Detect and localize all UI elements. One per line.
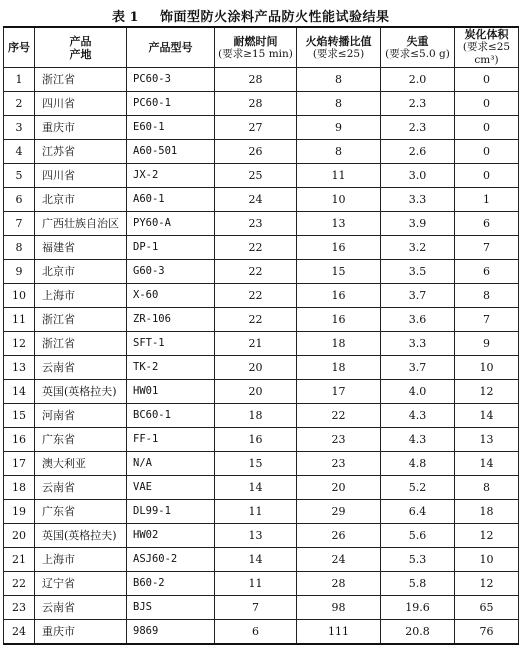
cell-mass-loss: 3.2 bbox=[381, 236, 455, 260]
cell-burn-time: 27 bbox=[215, 116, 297, 140]
cell-no: 6 bbox=[4, 188, 35, 212]
cell-flame-ratio: 98 bbox=[297, 596, 381, 620]
header-burn-time bbox=[215, 27, 297, 68]
cell-place: 四川省 bbox=[35, 164, 127, 188]
cell-flame-ratio: 8 bbox=[297, 92, 381, 116]
cell-burn-time: 22 bbox=[215, 308, 297, 332]
header-char-volume bbox=[455, 27, 519, 68]
table-row bbox=[4, 116, 519, 140]
cell-burn-time: 22 bbox=[215, 260, 297, 284]
cell-model: VAE bbox=[127, 476, 215, 500]
cell-no: 8 bbox=[4, 236, 35, 260]
cell-mass-loss: 4.3 bbox=[381, 404, 455, 428]
cell-flame-ratio: 20 bbox=[297, 476, 381, 500]
table-row bbox=[4, 164, 519, 188]
header-burn-time-label: 耐燃时间 bbox=[233, 34, 278, 48]
table-row bbox=[4, 380, 519, 404]
cell-burn-time: 22 bbox=[215, 284, 297, 308]
cell-place: 浙江省 bbox=[35, 332, 127, 356]
cell-place: 上海市 bbox=[35, 284, 127, 308]
cell-flame-ratio: 28 bbox=[297, 572, 381, 596]
cell-flame-ratio: 17 bbox=[297, 380, 381, 404]
cell-mass-loss: 3.7 bbox=[381, 356, 455, 380]
cell-model: PY60-A bbox=[127, 212, 215, 236]
cell-no: 11 bbox=[4, 308, 35, 332]
cell-place: 江苏省 bbox=[35, 140, 127, 164]
cell-char-volume: 0 bbox=[455, 140, 519, 164]
cell-mass-loss: 3.0 bbox=[381, 164, 455, 188]
cell-place: 云南省 bbox=[35, 476, 127, 500]
table-number: 表 1 bbox=[112, 10, 139, 25]
cell-place: 广东省 bbox=[35, 500, 127, 524]
cell-model: BJS bbox=[127, 596, 215, 620]
cell-no: 2 bbox=[4, 92, 35, 116]
cell-model: PC60-3 bbox=[127, 68, 215, 92]
table-row bbox=[4, 260, 519, 284]
table-title: 饰面型防火涂料产品防火性能试验结果 bbox=[160, 10, 390, 25]
cell-model: HW02 bbox=[127, 524, 215, 548]
cell-model: FF-1 bbox=[127, 428, 215, 452]
cell-mass-loss: 3.9 bbox=[381, 212, 455, 236]
cell-mass-loss: 6.4 bbox=[381, 500, 455, 524]
fire-test-results-table bbox=[3, 26, 519, 645]
cell-char-volume: 12 bbox=[455, 380, 519, 404]
table-row bbox=[4, 284, 519, 308]
table-row bbox=[4, 308, 519, 332]
cell-model: JX-2 bbox=[127, 164, 215, 188]
cell-char-volume: 0 bbox=[455, 164, 519, 188]
cell-burn-time: 11 bbox=[215, 500, 297, 524]
cell-char-volume: 13 bbox=[455, 428, 519, 452]
cell-burn-time: 15 bbox=[215, 452, 297, 476]
cell-place: 云南省 bbox=[35, 356, 127, 380]
cell-mass-loss: 5.6 bbox=[381, 524, 455, 548]
cell-flame-ratio: 24 bbox=[297, 548, 381, 572]
cell-no: 5 bbox=[4, 164, 35, 188]
cell-no: 23 bbox=[4, 596, 35, 620]
cell-char-volume: 14 bbox=[455, 452, 519, 476]
cell-no: 7 bbox=[4, 212, 35, 236]
cell-mass-loss: 5.2 bbox=[381, 476, 455, 500]
cell-flame-ratio: 10 bbox=[297, 188, 381, 212]
cell-flame-ratio: 26 bbox=[297, 524, 381, 548]
cell-flame-ratio: 111 bbox=[297, 620, 381, 645]
cell-burn-time: 18 bbox=[215, 404, 297, 428]
header-place-line2: 产地 bbox=[69, 47, 92, 61]
cell-char-volume: 12 bbox=[455, 572, 519, 596]
cell-mass-loss: 20.8 bbox=[381, 620, 455, 645]
cell-char-volume: 6 bbox=[455, 260, 519, 284]
cell-model: N/A bbox=[127, 452, 215, 476]
cell-model: 9869 bbox=[127, 620, 215, 645]
cell-model: HW01 bbox=[127, 380, 215, 404]
cell-mass-loss: 2.0 bbox=[381, 68, 455, 92]
cell-place: 云南省 bbox=[35, 596, 127, 620]
cell-place: 澳大利亚 bbox=[35, 452, 127, 476]
cell-char-volume: 8 bbox=[455, 476, 519, 500]
cell-burn-time: 22 bbox=[215, 236, 297, 260]
cell-no: 3 bbox=[4, 116, 35, 140]
cell-model: DP-1 bbox=[127, 236, 215, 260]
cell-burn-time: 23 bbox=[215, 212, 297, 236]
cell-char-volume: 10 bbox=[455, 356, 519, 380]
cell-model: PC60-1 bbox=[127, 92, 215, 116]
cell-burn-time: 14 bbox=[215, 548, 297, 572]
cell-mass-loss: 3.5 bbox=[381, 260, 455, 284]
cell-flame-ratio: 11 bbox=[297, 164, 381, 188]
cell-char-volume: 12 bbox=[455, 524, 519, 548]
cell-flame-ratio: 9 bbox=[297, 116, 381, 140]
cell-flame-ratio: 29 bbox=[297, 500, 381, 524]
cell-model: ASJ60-2 bbox=[127, 548, 215, 572]
cell-flame-ratio: 16 bbox=[297, 308, 381, 332]
cell-no: 13 bbox=[4, 356, 35, 380]
cell-mass-loss: 19.6 bbox=[381, 596, 455, 620]
table-row bbox=[4, 428, 519, 452]
table-row bbox=[4, 68, 519, 92]
table-body bbox=[4, 68, 519, 645]
header-char-volume-label: 炭化体积 bbox=[464, 28, 509, 41]
cell-char-volume: 0 bbox=[455, 68, 519, 92]
cell-char-volume: 14 bbox=[455, 404, 519, 428]
table-row bbox=[4, 500, 519, 524]
cell-no: 15 bbox=[4, 404, 35, 428]
cell-flame-ratio: 23 bbox=[297, 452, 381, 476]
cell-model: A60-501 bbox=[127, 140, 215, 164]
header-mass-loss bbox=[381, 27, 455, 68]
cell-flame-ratio: 16 bbox=[297, 236, 381, 260]
cell-burn-time: 24 bbox=[215, 188, 297, 212]
cell-flame-ratio: 22 bbox=[297, 404, 381, 428]
cell-mass-loss: 4.3 bbox=[381, 428, 455, 452]
header-no: 序号 bbox=[4, 27, 35, 68]
cell-place: 英国(英格拉夫) bbox=[35, 524, 127, 548]
header-mass-loss-label: 失重 bbox=[406, 34, 429, 48]
cell-mass-loss: 5.8 bbox=[381, 572, 455, 596]
cell-model: DL99-1 bbox=[127, 500, 215, 524]
cell-mass-loss: 2.3 bbox=[381, 92, 455, 116]
table-row bbox=[4, 92, 519, 116]
cell-mass-loss: 3.3 bbox=[381, 332, 455, 356]
cell-model: E60-1 bbox=[127, 116, 215, 140]
cell-no: 14 bbox=[4, 380, 35, 404]
cell-model: X-60 bbox=[127, 284, 215, 308]
header-flame-ratio bbox=[297, 27, 381, 68]
header-place bbox=[35, 27, 127, 68]
table-row bbox=[4, 524, 519, 548]
cell-place: 四川省 bbox=[35, 92, 127, 116]
cell-burn-time: 11 bbox=[215, 572, 297, 596]
cell-mass-loss: 4.8 bbox=[381, 452, 455, 476]
header-char-volume-req: (要求≤25 cm³) bbox=[462, 41, 511, 66]
cell-burn-time: 25 bbox=[215, 164, 297, 188]
table-row bbox=[4, 356, 519, 380]
cell-model: BC60-1 bbox=[127, 404, 215, 428]
table-row bbox=[4, 452, 519, 476]
header-mass-loss-req: (要求≤5.0 g) bbox=[385, 47, 450, 60]
cell-place: 英国(英格拉夫) bbox=[35, 380, 127, 404]
cell-place: 辽宁省 bbox=[35, 572, 127, 596]
cell-burn-time: 13 bbox=[215, 524, 297, 548]
cell-place: 重庆市 bbox=[35, 116, 127, 140]
cell-flame-ratio: 23 bbox=[297, 428, 381, 452]
table-row bbox=[4, 236, 519, 260]
cell-char-volume: 10 bbox=[455, 548, 519, 572]
cell-burn-time: 28 bbox=[215, 68, 297, 92]
cell-model: A60-1 bbox=[127, 188, 215, 212]
cell-place: 福建省 bbox=[35, 236, 127, 260]
cell-place: 广西壮族自治区 bbox=[35, 212, 127, 236]
cell-no: 10 bbox=[4, 284, 35, 308]
cell-no: 21 bbox=[4, 548, 35, 572]
cell-char-volume: 7 bbox=[455, 236, 519, 260]
cell-place: 北京市 bbox=[35, 188, 127, 212]
table-caption bbox=[0, 4, 520, 24]
cell-mass-loss: 3.7 bbox=[381, 284, 455, 308]
cell-char-volume: 76 bbox=[455, 620, 519, 645]
cell-no: 24 bbox=[4, 620, 35, 645]
cell-char-volume: 8 bbox=[455, 284, 519, 308]
table-row bbox=[4, 212, 519, 236]
table-row bbox=[4, 188, 519, 212]
cell-no: 17 bbox=[4, 452, 35, 476]
cell-mass-loss: 5.3 bbox=[381, 548, 455, 572]
cell-burn-time: 20 bbox=[215, 356, 297, 380]
cell-flame-ratio: 8 bbox=[297, 68, 381, 92]
cell-place: 浙江省 bbox=[35, 308, 127, 332]
cell-no: 19 bbox=[4, 500, 35, 524]
table-row bbox=[4, 596, 519, 620]
header-model: 产品型号 bbox=[127, 27, 215, 68]
header-flame-ratio-req: (要求≤25) bbox=[312, 47, 365, 60]
cell-place: 北京市 bbox=[35, 260, 127, 284]
cell-place: 河南省 bbox=[35, 404, 127, 428]
cell-burn-time: 16 bbox=[215, 428, 297, 452]
cell-no: 4 bbox=[4, 140, 35, 164]
cell-flame-ratio: 18 bbox=[297, 332, 381, 356]
cell-char-volume: 6 bbox=[455, 212, 519, 236]
cell-mass-loss: 2.3 bbox=[381, 116, 455, 140]
cell-char-volume: 65 bbox=[455, 596, 519, 620]
cell-burn-time: 7 bbox=[215, 596, 297, 620]
cell-flame-ratio: 13 bbox=[297, 212, 381, 236]
table-row bbox=[4, 572, 519, 596]
cell-char-volume: 18 bbox=[455, 500, 519, 524]
cell-mass-loss: 4.0 bbox=[381, 380, 455, 404]
cell-model: SFT-1 bbox=[127, 332, 215, 356]
header-burn-time-req: (要求≥15 min) bbox=[218, 47, 293, 60]
table-row bbox=[4, 620, 519, 645]
table-row bbox=[4, 548, 519, 572]
cell-char-volume: 7 bbox=[455, 308, 519, 332]
cell-burn-time: 21 bbox=[215, 332, 297, 356]
cell-no: 22 bbox=[4, 572, 35, 596]
header-flame-ratio-label: 火焰转播比值 bbox=[305, 34, 372, 48]
cell-burn-time: 26 bbox=[215, 140, 297, 164]
cell-flame-ratio: 8 bbox=[297, 140, 381, 164]
cell-no: 9 bbox=[4, 260, 35, 284]
cell-burn-time: 20 bbox=[215, 380, 297, 404]
table-row bbox=[4, 476, 519, 500]
header-place-line1: 产品 bbox=[69, 34, 92, 48]
cell-burn-time: 6 bbox=[215, 620, 297, 645]
cell-no: 1 bbox=[4, 68, 35, 92]
cell-flame-ratio: 18 bbox=[297, 356, 381, 380]
cell-place: 广东省 bbox=[35, 428, 127, 452]
cell-place: 重庆市 bbox=[35, 620, 127, 645]
cell-no: 16 bbox=[4, 428, 35, 452]
table-row bbox=[4, 404, 519, 428]
cell-no: 12 bbox=[4, 332, 35, 356]
table-row bbox=[4, 140, 519, 164]
cell-no: 20 bbox=[4, 524, 35, 548]
cell-place: 浙江省 bbox=[35, 68, 127, 92]
header-row bbox=[4, 27, 519, 68]
cell-char-volume: 1 bbox=[455, 188, 519, 212]
cell-flame-ratio: 15 bbox=[297, 260, 381, 284]
cell-mass-loss: 3.3 bbox=[381, 188, 455, 212]
cell-model: G60-3 bbox=[127, 260, 215, 284]
cell-mass-loss: 3.6 bbox=[381, 308, 455, 332]
cell-place: 上海市 bbox=[35, 548, 127, 572]
cell-flame-ratio: 16 bbox=[297, 284, 381, 308]
cell-model: ZR-106 bbox=[127, 308, 215, 332]
table-row bbox=[4, 332, 519, 356]
cell-mass-loss: 2.6 bbox=[381, 140, 455, 164]
cell-char-volume: 0 bbox=[455, 116, 519, 140]
cell-model: B60-2 bbox=[127, 572, 215, 596]
cell-burn-time: 14 bbox=[215, 476, 297, 500]
cell-char-volume: 9 bbox=[455, 332, 519, 356]
cell-no: 18 bbox=[4, 476, 35, 500]
cell-char-volume: 0 bbox=[455, 92, 519, 116]
cell-model: TK-2 bbox=[127, 356, 215, 380]
cell-burn-time: 28 bbox=[215, 92, 297, 116]
